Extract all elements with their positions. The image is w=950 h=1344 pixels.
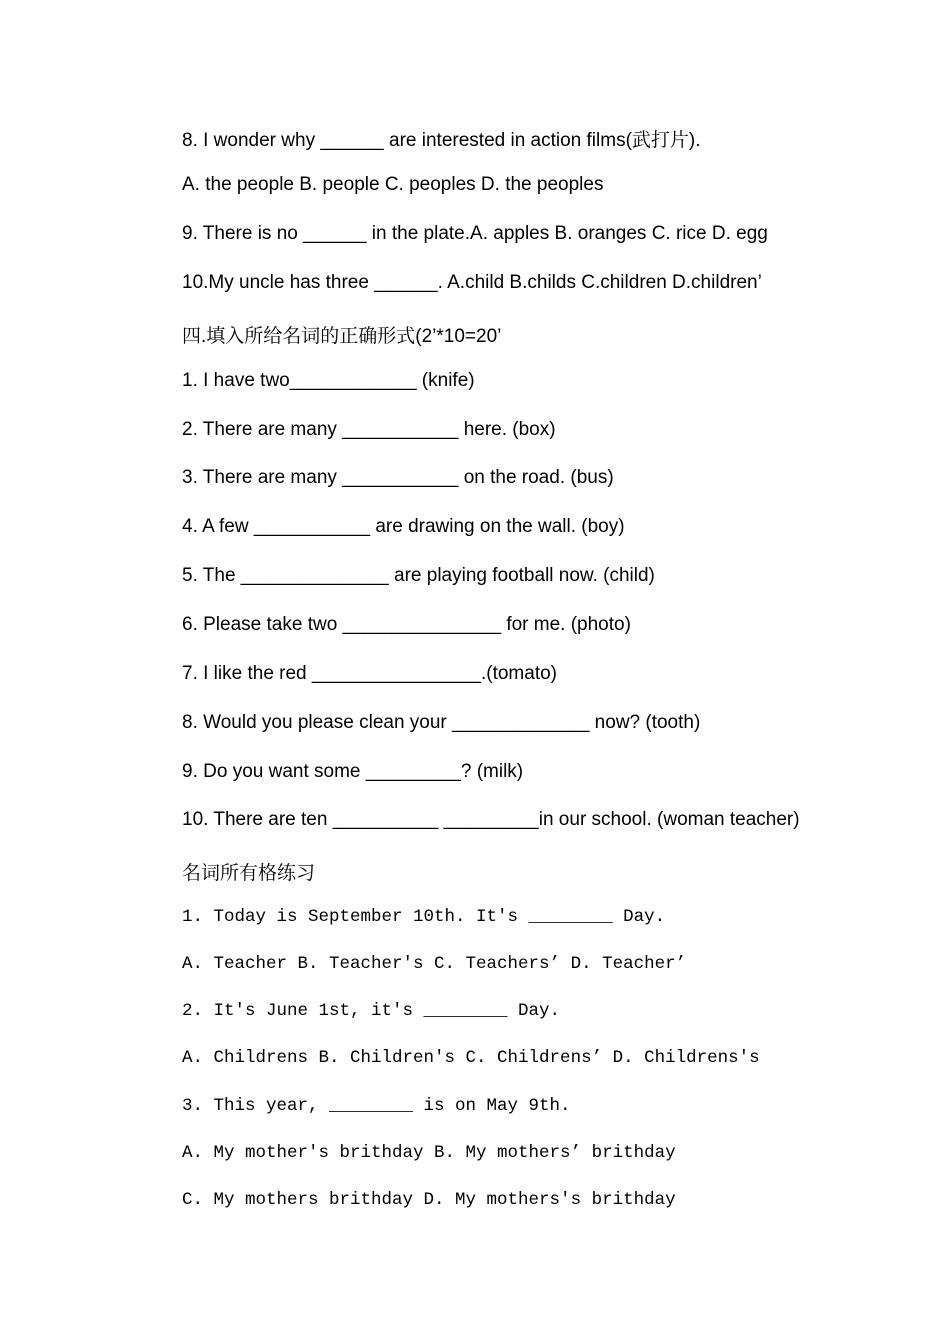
- question-9: 9. There is no ______ in the plate.A. apples B. oranges C. rice D. egg: [182, 223, 768, 244]
- fill-item-3: 3. There are many ___________ on the road. (bus): [182, 467, 614, 488]
- fill-item-10: 10. There are ten __________ _________in our school. (woman teacher): [182, 809, 800, 830]
- fill-item-1: 1. I have two____________ (knife): [182, 370, 475, 391]
- possessive-q2-stem: 2. It's June 1st, it's ________ Day.: [182, 1001, 561, 1021]
- possessive-q1-stem: 1. Today is September 10th. It's ________ Day.: [182, 907, 666, 927]
- fill-item-2: 2. There are many ___________ here. (box): [182, 419, 556, 440]
- possessive-q3-stem: 3. This year, ________ is on May 9th.: [182, 1096, 571, 1116]
- fill-item-5: 5. The ______________ are playing football now. (child): [182, 565, 655, 586]
- fill-item-7: 7. I like the red ________________.(tomato): [182, 663, 557, 684]
- possessive-q2-options: A. Childrens B. Children's C. Childrens’ D. Childrens's: [182, 1048, 760, 1068]
- fill-item-4: 4. A few ___________ are drawing on the wall. (boy): [182, 516, 625, 537]
- possessive-section-heading: 名词所有格练习: [182, 863, 316, 884]
- question-10: 10.My uncle has three ______. A.child B.childs C.children D.children’: [182, 272, 762, 293]
- fill-item-6: 6. Please take two _______________ for me. (photo): [182, 614, 631, 635]
- possessive-q3-options-cd: C. My mothers brithday D. My mothers's brithday: [182, 1190, 676, 1210]
- possessive-q1-options: A. Teacher B. Teacher's C. Teachers’ D. Teacher’: [182, 954, 687, 974]
- fill-item-8: 8. Would you please clean your _____________ now? (tooth): [182, 712, 701, 733]
- section-4-heading: 四.填入所给名词的正确形式(2’*10=20’: [182, 326, 502, 347]
- question-8-options: A. the people B. people C. peoples D. the peoples: [182, 174, 604, 195]
- fill-item-9: 9. Do you want some _________? (milk): [182, 761, 524, 782]
- possessive-q3-options-ab: A. My mother's brithday B. My mothers’ brithday: [182, 1143, 676, 1163]
- question-8-stem: 8. I wonder why ______ are interested in action films(武打片).: [182, 130, 701, 151]
